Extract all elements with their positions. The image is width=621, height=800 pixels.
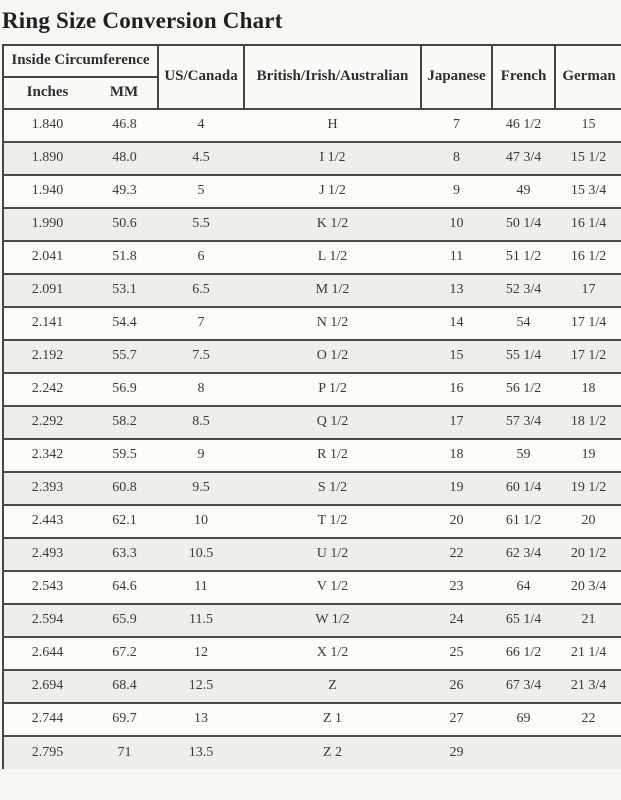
cell-french: 52 3/4 <box>492 274 555 307</box>
cell-mm: 54.4 <box>91 307 158 340</box>
cell-japanese: 8 <box>421 142 492 175</box>
cell-british-irish-australian: Z <box>244 670 421 703</box>
cell-japanese: 23 <box>421 571 492 604</box>
cell-japanese: 17 <box>421 406 492 439</box>
cell-mm: 55.7 <box>91 340 158 373</box>
cell-german: 15 1/2 <box>555 142 621 175</box>
cell-german: 16 1/2 <box>555 241 621 274</box>
table-row <box>3 142 621 175</box>
cell-french: 49 <box>492 175 555 208</box>
cell-british-irish-australian: R 1/2 <box>244 439 421 472</box>
cell-inches: 2.192 <box>3 340 91 373</box>
cell-inches: 2.393 <box>3 472 91 505</box>
cell-british-irish-australian: W 1/2 <box>244 604 421 637</box>
table-row <box>3 505 621 538</box>
cell-us-canada: 8 <box>158 373 244 406</box>
table-body <box>3 109 621 769</box>
table-row <box>3 307 621 340</box>
cell-us-canada: 5.5 <box>158 208 244 241</box>
cell-us-canada: 13.5 <box>158 736 244 769</box>
cell-french <box>492 736 555 769</box>
cell-inches: 2.744 <box>3 703 91 736</box>
column-header-german: German <box>555 45 621 109</box>
cell-japanese: 18 <box>421 439 492 472</box>
cell-british-irish-australian: J 1/2 <box>244 175 421 208</box>
cell-british-irish-australian: N 1/2 <box>244 307 421 340</box>
cell-german: 17 1/4 <box>555 307 621 340</box>
cell-inches: 2.292 <box>3 406 91 439</box>
cell-japanese: 16 <box>421 373 492 406</box>
cell-french: 47 3/4 <box>492 142 555 175</box>
cell-us-canada: 10.5 <box>158 538 244 571</box>
cell-british-irish-australian: L 1/2 <box>244 241 421 274</box>
column-header-british-irish-australian: British/Irish/Australian <box>244 45 421 109</box>
cell-german: 20 3/4 <box>555 571 621 604</box>
cell-mm: 68.4 <box>91 670 158 703</box>
cell-mm: 46.8 <box>91 109 158 142</box>
cell-inches: 1.940 <box>3 175 91 208</box>
cell-british-irish-australian: Q 1/2 <box>244 406 421 439</box>
cell-us-canada: 12.5 <box>158 670 244 703</box>
cell-french: 46 1/2 <box>492 109 555 142</box>
cell-mm: 49.3 <box>91 175 158 208</box>
cell-us-canada: 5 <box>158 175 244 208</box>
cell-mm: 69.7 <box>91 703 158 736</box>
cell-inches: 2.795 <box>3 736 91 769</box>
cell-japanese: 20 <box>421 505 492 538</box>
cell-inches: 2.443 <box>3 505 91 538</box>
page-title: Ring Size Conversion Chart <box>2 8 283 33</box>
table-row <box>3 604 621 637</box>
cell-us-canada: 12 <box>158 637 244 670</box>
cell-german: 20 <box>555 505 621 538</box>
cell-german: 20 1/2 <box>555 538 621 571</box>
table-row <box>3 241 621 274</box>
table-row <box>3 340 621 373</box>
cell-british-irish-australian: V 1/2 <box>244 571 421 604</box>
cell-french: 55 1/4 <box>492 340 555 373</box>
cell-german: 21 <box>555 604 621 637</box>
cell-inches: 2.342 <box>3 439 91 472</box>
header-row-top <box>3 45 621 77</box>
cell-japanese: 27 <box>421 703 492 736</box>
cell-mm: 71 <box>91 736 158 769</box>
cell-german <box>555 736 621 769</box>
cell-mm: 63.3 <box>91 538 158 571</box>
cell-japanese: 19 <box>421 472 492 505</box>
cell-japanese: 15 <box>421 340 492 373</box>
column-header-mm: MM <box>91 77 158 109</box>
cell-inches: 2.041 <box>3 241 91 274</box>
cell-japanese: 14 <box>421 307 492 340</box>
cell-british-irish-australian: M 1/2 <box>244 274 421 307</box>
cell-mm: 56.9 <box>91 373 158 406</box>
cell-french: 50 1/4 <box>492 208 555 241</box>
cell-german: 18 1/2 <box>555 406 621 439</box>
cell-french: 66 1/2 <box>492 637 555 670</box>
cell-inches: 2.141 <box>3 307 91 340</box>
cell-french: 62 3/4 <box>492 538 555 571</box>
table-row <box>3 274 621 307</box>
ring-size-conversion-table <box>2 44 621 769</box>
cell-us-canada: 4 <box>158 109 244 142</box>
cell-japanese: 13 <box>421 274 492 307</box>
cell-german: 22 <box>555 703 621 736</box>
cell-french: 57 3/4 <box>492 406 555 439</box>
cell-inches: 2.091 <box>3 274 91 307</box>
cell-british-irish-australian: I 1/2 <box>244 142 421 175</box>
cell-us-canada: 9 <box>158 439 244 472</box>
cell-japanese: 10 <box>421 208 492 241</box>
cell-mm: 50.6 <box>91 208 158 241</box>
cell-mm: 59.5 <box>91 439 158 472</box>
cell-french: 69 <box>492 703 555 736</box>
cell-japanese: 11 <box>421 241 492 274</box>
table-row <box>3 208 621 241</box>
cell-french: 60 1/4 <box>492 472 555 505</box>
cell-mm: 53.1 <box>91 274 158 307</box>
cell-mm: 64.6 <box>91 571 158 604</box>
cell-us-canada: 7.5 <box>158 340 244 373</box>
cell-inches: 2.543 <box>3 571 91 604</box>
cell-french: 65 1/4 <box>492 604 555 637</box>
cell-japanese: 7 <box>421 109 492 142</box>
cell-us-canada: 11 <box>158 571 244 604</box>
cell-mm: 60.8 <box>91 472 158 505</box>
cell-british-irish-australian: P 1/2 <box>244 373 421 406</box>
cell-french: 56 1/2 <box>492 373 555 406</box>
cell-japanese: 9 <box>421 175 492 208</box>
cell-german: 15 3/4 <box>555 175 621 208</box>
cell-british-irish-australian: Z 2 <box>244 736 421 769</box>
cell-us-canada: 13 <box>158 703 244 736</box>
cell-french: 61 1/2 <box>492 505 555 538</box>
cell-german: 16 1/4 <box>555 208 621 241</box>
cell-german: 15 <box>555 109 621 142</box>
cell-french: 54 <box>492 307 555 340</box>
table-row <box>3 670 621 703</box>
cell-inches: 1.890 <box>3 142 91 175</box>
table-row <box>3 109 621 142</box>
table-row <box>3 703 621 736</box>
cell-japanese: 24 <box>421 604 492 637</box>
cell-mm: 62.1 <box>91 505 158 538</box>
table-row <box>3 373 621 406</box>
cell-us-canada: 6 <box>158 241 244 274</box>
cell-inches: 1.990 <box>3 208 91 241</box>
cell-french: 64 <box>492 571 555 604</box>
cell-german: 18 <box>555 373 621 406</box>
cell-french: 51 1/2 <box>492 241 555 274</box>
cell-german: 19 <box>555 439 621 472</box>
cell-inches: 2.594 <box>3 604 91 637</box>
cell-us-canada: 8.5 <box>158 406 244 439</box>
cell-mm: 51.8 <box>91 241 158 274</box>
cell-inches: 2.644 <box>3 637 91 670</box>
cell-british-irish-australian: T 1/2 <box>244 505 421 538</box>
cell-mm: 48.0 <box>91 142 158 175</box>
table-row <box>3 175 621 208</box>
cell-french: 67 3/4 <box>492 670 555 703</box>
column-header-inside-circumference: Inside Circumference <box>3 45 158 77</box>
cell-mm: 67.2 <box>91 637 158 670</box>
cell-us-canada: 9.5 <box>158 472 244 505</box>
cell-british-irish-australian: H <box>244 109 421 142</box>
cell-mm: 58.2 <box>91 406 158 439</box>
table-row <box>3 472 621 505</box>
table-row <box>3 637 621 670</box>
column-header-us-canada: US/Canada <box>158 45 244 109</box>
cell-us-canada: 11.5 <box>158 604 244 637</box>
cell-british-irish-australian: O 1/2 <box>244 340 421 373</box>
cell-inches: 2.242 <box>3 373 91 406</box>
cell-japanese: 29 <box>421 736 492 769</box>
table-row <box>3 571 621 604</box>
table-row <box>3 406 621 439</box>
cell-german: 17 1/2 <box>555 340 621 373</box>
cell-us-canada: 7 <box>158 307 244 340</box>
column-header-french: French <box>492 45 555 109</box>
cell-british-irish-australian: X 1/2 <box>244 637 421 670</box>
cell-german: 19 1/2 <box>555 472 621 505</box>
cell-mm: 65.9 <box>91 604 158 637</box>
cell-inches: 2.694 <box>3 670 91 703</box>
column-header-inches: Inches <box>3 77 91 109</box>
table-header <box>3 45 621 109</box>
cell-japanese: 26 <box>421 670 492 703</box>
table-row <box>3 736 621 769</box>
cell-british-irish-australian: S 1/2 <box>244 472 421 505</box>
cell-german: 21 3/4 <box>555 670 621 703</box>
cell-inches: 1.840 <box>3 109 91 142</box>
table-row <box>3 439 621 472</box>
cell-british-irish-australian: Z 1 <box>244 703 421 736</box>
cell-inches: 2.493 <box>3 538 91 571</box>
cell-japanese: 25 <box>421 637 492 670</box>
cell-japanese: 22 <box>421 538 492 571</box>
cell-german: 17 <box>555 274 621 307</box>
table-row <box>3 538 621 571</box>
cell-british-irish-australian: K 1/2 <box>244 208 421 241</box>
cell-us-canada: 10 <box>158 505 244 538</box>
cell-french: 59 <box>492 439 555 472</box>
column-header-japanese: Japanese <box>421 45 492 109</box>
cell-us-canada: 6.5 <box>158 274 244 307</box>
cell-german: 21 1/4 <box>555 637 621 670</box>
cell-us-canada: 4.5 <box>158 142 244 175</box>
cell-british-irish-australian: U 1/2 <box>244 538 421 571</box>
